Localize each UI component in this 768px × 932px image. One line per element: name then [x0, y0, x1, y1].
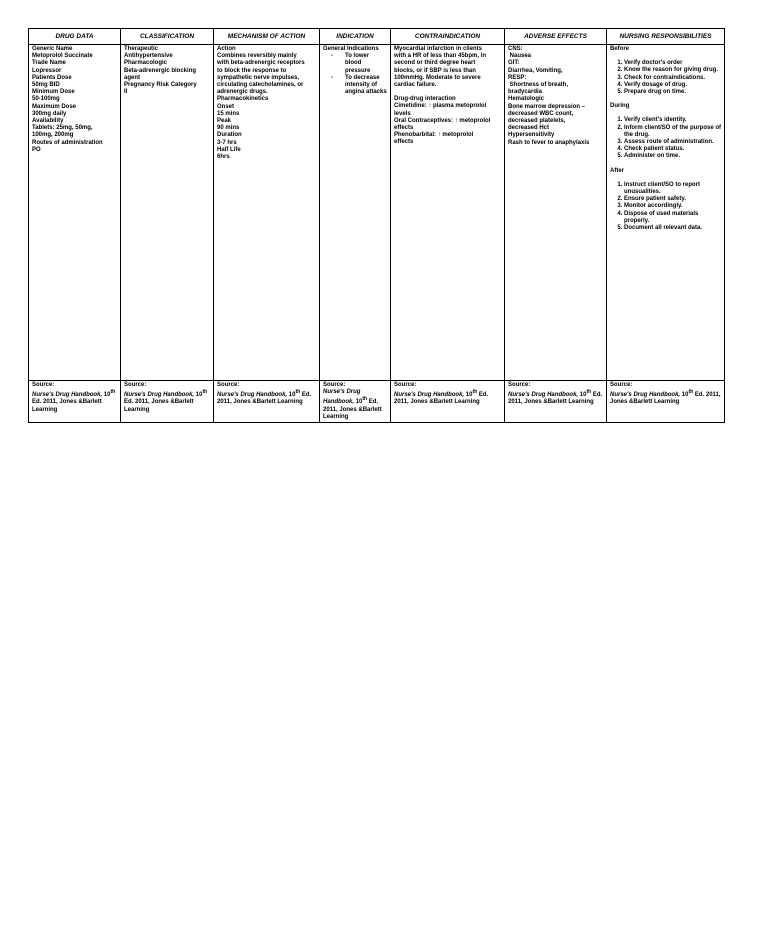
header-mechanism: MECHANISM OF ACTION	[214, 29, 320, 45]
header-drug-data: DRUG DATA	[29, 29, 121, 45]
adverse-lines: CNS: Nausea GIT: Diarrhea, Vomiting, RESP: Shortness of breath, bradycardia Hematologic Bone marrow depression – decreased WBC count, decreased platelets, decreased Hct Hypersensitivity Rash to fever to anaphylaxis	[508, 46, 590, 146]
list-item: 4. Dispose of used materials properly.	[624, 211, 721, 225]
source-cell: Source: Nurse's Drug Handbook, 10th Ed. 2011, Jones &Barlett Learning	[320, 381, 391, 423]
list-item: 5. Document all relevant data.	[624, 225, 721, 232]
source-cell: Source: Nurse's Drug Handbook, 10th Ed. 2011, Jones &Barlett Learning	[121, 381, 214, 423]
source-row	[29, 381, 725, 423]
nursing-before-title: Before	[610, 46, 630, 52]
nursing-during-list	[610, 117, 721, 160]
indication-list	[323, 53, 387, 96]
source-cell: Source: Nurse's Drug Handbook, 10th Ed. 2011, Jones &Barlett Learning	[391, 381, 505, 423]
nursing-after-title: After	[610, 167, 625, 174]
content-row	[29, 45, 725, 381]
list-item: 5. Prepare drug on time.	[624, 89, 721, 96]
list-item: 3. Check for contraindications.	[624, 75, 721, 82]
classification-lines: Therapeutic Antihypertensive Pharmacologic Beta-adrenergic blocking agent Pregnancy Risk Category II	[124, 46, 197, 96]
nursing-after-list	[610, 182, 721, 232]
header-nursing: NURSING RESPONSIBILITIES	[607, 29, 725, 45]
contraindication-lines: Myocardial infarction in clients with a HR of less than 45bpm, in second or third degree heart blocks, or if SBP is less than 100mmHg. Moderate to severe cardiac failure. Drug-drug interaction Cimetidine: ↑ plasma metoprolol levels Oral Contraceptives: ↑ metoprolol effects Phenobarbital: ↑ metoprolol effects	[394, 46, 501, 147]
list-item: 3. Monitor accordingly.	[624, 203, 721, 210]
cell-classification	[121, 45, 214, 381]
cell-mechanism	[214, 45, 320, 381]
cell-contraindication	[391, 45, 505, 381]
list-item: 2. Know the reason for giving drug.	[624, 67, 721, 74]
header-classification: CLASSIFICATION	[121, 29, 214, 45]
header-row	[29, 29, 725, 45]
header-adverse-effects: ADVERSE EFFECTS	[505, 29, 607, 45]
cell-drug-data	[29, 45, 121, 381]
interaction-title: Drug-drug interaction	[394, 96, 456, 103]
drug-study-table	[28, 28, 725, 423]
source-cell: Source: Nurse's Drug Handbook, 10th Ed. 2011, Jones &Barlett Learning	[505, 381, 607, 423]
list-item: 2. Inform client/SO of the purpose of the drug.	[624, 125, 721, 139]
cell-nursing	[607, 45, 725, 381]
mechanism-lines: Action Combines reversibly mainly with beta-adrenergic receptors to block the response to sympathetic nerve impulses, circulating catecholamines, or adrenergic drugs. Pharmacokinetics Onset 15 mins Peak 90 mins Duration 3-7 hrs Half Life 6hrs	[217, 46, 305, 161]
list-item: 1. Verify client's identity.	[624, 117, 721, 124]
list-item: 5. Administer on time.	[624, 153, 721, 160]
list-item: 4. Check patient status.	[624, 146, 721, 153]
list-item: 4. Verify dosage of drug.	[624, 82, 721, 89]
list-item: - To lower blood pressure	[331, 53, 387, 75]
cell-adverse-effects	[505, 45, 607, 381]
list-item: 1. Verify doctor's order	[624, 60, 721, 67]
header-indication: INDICATION	[320, 29, 391, 45]
list-item: 3. Assess route of administration.	[624, 139, 721, 146]
source-cell: Source: Nurse's Drug Handbook, 10th Ed. 2011, Jones &Barlett Learning	[607, 381, 725, 423]
nursing-during-title: During	[610, 103, 630, 110]
indication-title: General Indications	[323, 46, 379, 52]
list-item: 1. Instruct client/SO to report unusualities.	[624, 182, 721, 196]
cell-indication	[320, 45, 391, 381]
list-item: 2. Ensure patient safety.	[624, 196, 721, 203]
nursing-before-list	[610, 60, 721, 96]
source-cell: Source: Nurse's Drug Handbook, 10th Ed. 2011, Jones &Barlett Learning	[29, 381, 121, 423]
header-contraindication: CONTRAINDICATION	[391, 29, 505, 45]
source-cell: Source: Nurse's Drug Handbook, 10th Ed. 2011, Jones &Barlett Learning	[214, 381, 320, 423]
list-item: - To decrease intensity of angina attacks	[331, 75, 387, 97]
drug-data-lines: Generic Name Metoprolol Succinate Trade Name Lopressor Patients Dose 50mg BID Minimum Dose 50-100mg Maximum Dose 300mg daily Availability Tablets: 25mg, 50mg, 100mg, 200mg Routes of administration PO	[32, 46, 103, 153]
